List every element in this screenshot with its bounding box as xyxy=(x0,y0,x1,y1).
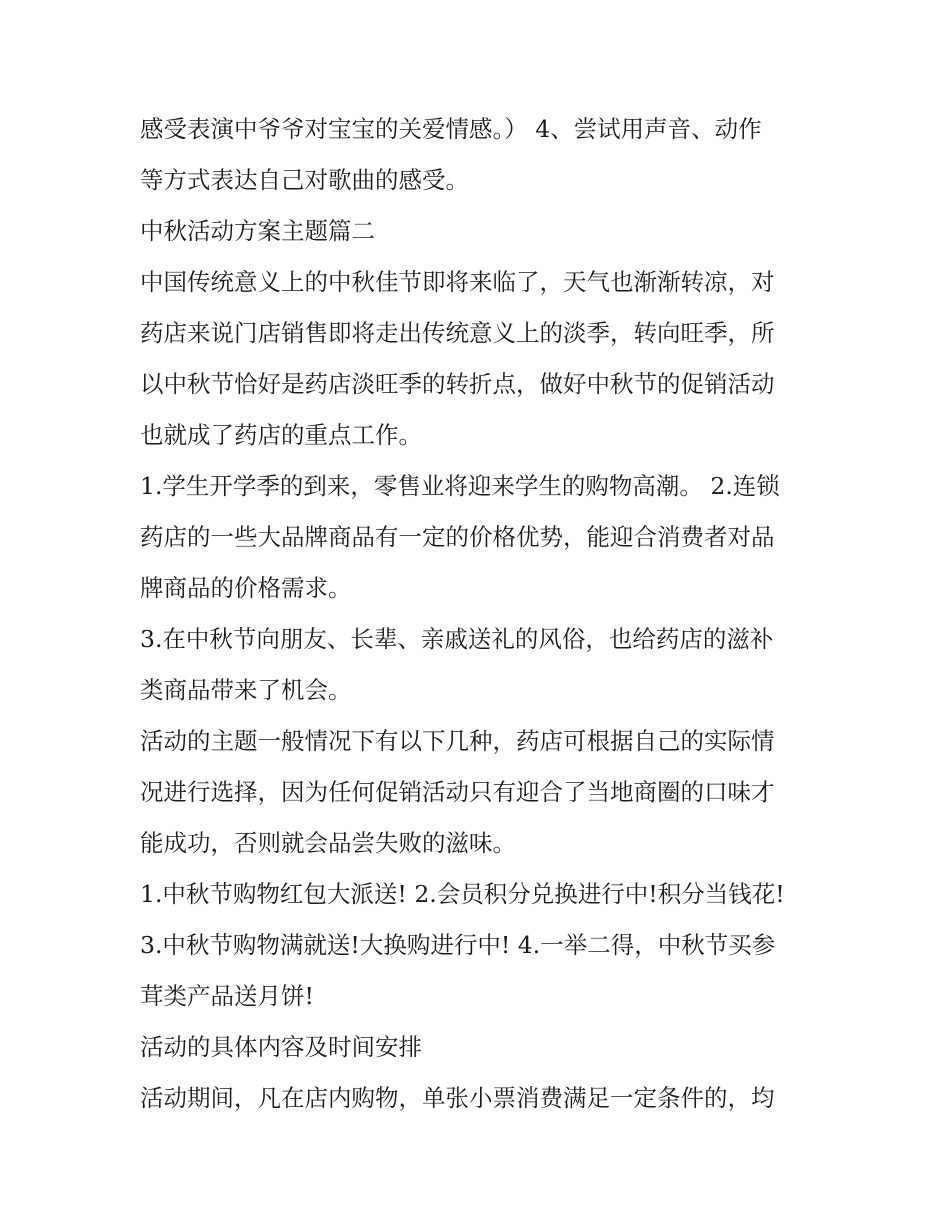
text-line: 类商品带来了机会。 xyxy=(140,676,352,704)
text-line: 况进行选择，因为任何促销活动只有迎合了当地商圈的口味才 xyxy=(140,778,775,806)
text-line: 药店的一些大品牌商品有一定的价格优势，能迎合消费者对品 xyxy=(140,523,775,551)
text-line: 药店来说门店销售即将走出传统意义上的淡季，转向旺季，所 xyxy=(140,319,775,347)
section-heading: 活动的具体内容及时间安排 xyxy=(140,1033,422,1061)
text-line: 中国传统意义上的中秋佳节即将来临了，天气也渐渐转凉，对 xyxy=(140,268,775,296)
text-line: 茸类产品送月饼! xyxy=(140,982,314,1010)
text-line: 牌商品的价格需求。 xyxy=(140,574,352,602)
document-body xyxy=(140,104,820,1124)
text-line: 也就成了药店的重点工作。 xyxy=(140,421,422,449)
text-line: 以中秋节恰好是药店淡旺季的转折点，做好中秋节的促销活动 xyxy=(140,370,775,398)
text-line: 活动期间，凡在店内购物，单张小票消费满足一定条件的，均 xyxy=(140,1084,775,1112)
text-line: 1.学生开学季的到来，零售业将迎来学生的购物高潮。 2.连锁 xyxy=(140,472,780,500)
text-line: 等方式表达自己对歌曲的感受。 xyxy=(140,166,469,194)
text-line: 1.中秋节购物红包大派送! 2.会员积分兑换进行中!积分当钱花! xyxy=(140,880,785,908)
text-line: 能成功，否则就会品尝失败的滋味。 xyxy=(140,829,516,857)
text-line: 3.在中秋节向朋友、长辈、亲戚送礼的风俗，也给药店的滋补 xyxy=(140,625,774,653)
text-line: 活动的主题一般情况下有以下几种，药店可根据自己的实际情 xyxy=(140,727,775,755)
text-line: 3.中秋节购物满就送!大换购进行中! 4.一举二得，中秋节买参 xyxy=(140,931,776,959)
text-line: 感受表演中爷爷对宝宝的关爱情感。） 4、尝试用声音、动作 xyxy=(140,115,762,143)
section-heading: 中秋活动方案主题篇二 xyxy=(140,217,375,245)
